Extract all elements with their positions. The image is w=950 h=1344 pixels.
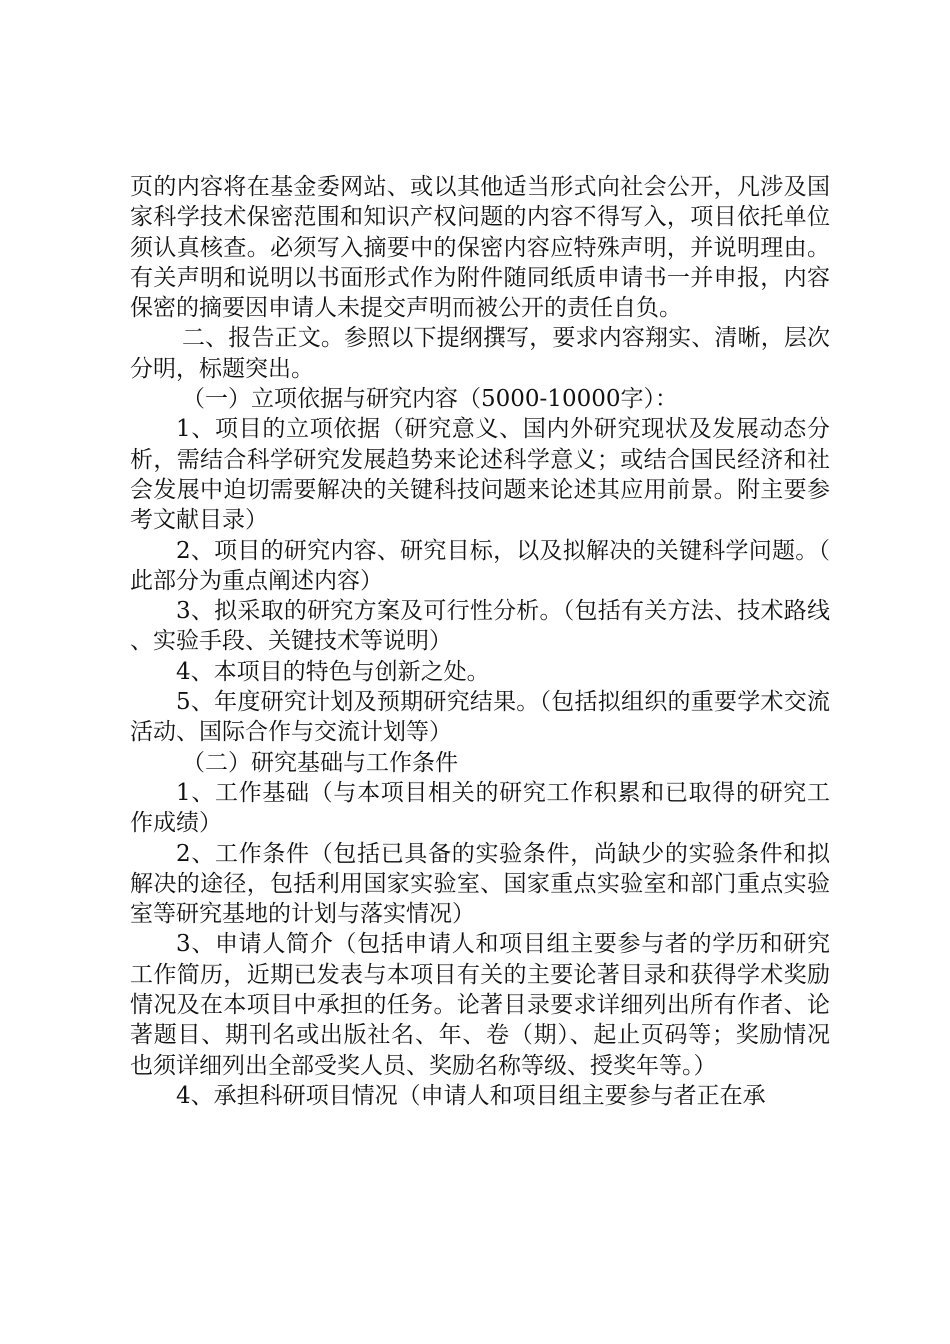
paragraph-report-body: 二、报告正文。参照以下提纲撰写，要求内容翔实、清晰，层次分明，标题突出。 xyxy=(130,325,830,382)
list-item-features-innovation: 4、本项目的特色与创新之处。 xyxy=(176,658,490,685)
list-item-research-plan: 3、拟采取的研究方案及可行性分析。（包括有关方法、技术路线、实验手段、关键技术等说明） xyxy=(130,598,830,655)
document-body xyxy=(130,172,830,1111)
paragraph-public-disclosure: 页的内容将在基金委网站、或以其他适当形式向社会公开，凡涉及国家科学技术保密范围和知识产权问题的内容不得写入，项目依托单位须认真核查。必须写入摘要中的保密内容应特殊声明，并说明理由。有关声明和说明以书面形式作为附件随同纸质申请书一并申报，内容保密的摘要因申请人未提交声明而被公开的责任自负。 xyxy=(130,174,830,322)
list-item-research-content: 2、项目的研究内容、研究目标，以及拟解决的关键科学问题。（此部分为重点阐述内容） xyxy=(130,537,830,594)
list-item-work-foundation: 1、工作基础（与本项目相关的研究工作积累和已取得的研究工作成绩） xyxy=(130,779,830,837)
list-item-annual-plan: 5、年度研究计划及预期研究结果。（包括拟组织的重要学术交流活动、国际合作与交流计划等） xyxy=(130,689,830,746)
list-item-project-basis: 1、项目的立项依据（研究意义、国内外研究现状及发展动态分析，需结合科学研究发展趋势来论述科学意义；或结合国民经济和社会发展中迫切需要解决的关键科技问题来论述其应用前景。附主要参考文献目录） xyxy=(130,416,830,534)
list-item-applicant-profile: 3、申请人简介（包括申请人和项目组主要参与者的学历和研究工作简历，近期已发表与本项目有关的主要论著目录和获得学术奖励情况及在本项目中承担的任务。论著目录要求详细列出所有作者、论著题目、期刊名或出版社名、年、卷（期）、起止页码等；奖励情况也须详细列出全部受奖人员、奖励名称等级、授奖年等。） xyxy=(130,931,830,1079)
list-item-research-projects: 4、承担科研项目情况（申请人和项目组主要参与者正在承 xyxy=(176,1082,766,1109)
section-heading-project-basis: （一）立项依据与研究内容（5000-10000字）： xyxy=(182,386,678,413)
section-heading-research-foundation: （二）研究基础与工作条件 xyxy=(182,749,458,776)
list-item-work-conditions: 2、工作条件（包括已具备的实验条件，尚缺少的实验条件和拟解决的途径，包括利用国家实验室、国家重点实验室和部门重点实验室等研究基地的计划与落实情况） xyxy=(130,840,830,928)
